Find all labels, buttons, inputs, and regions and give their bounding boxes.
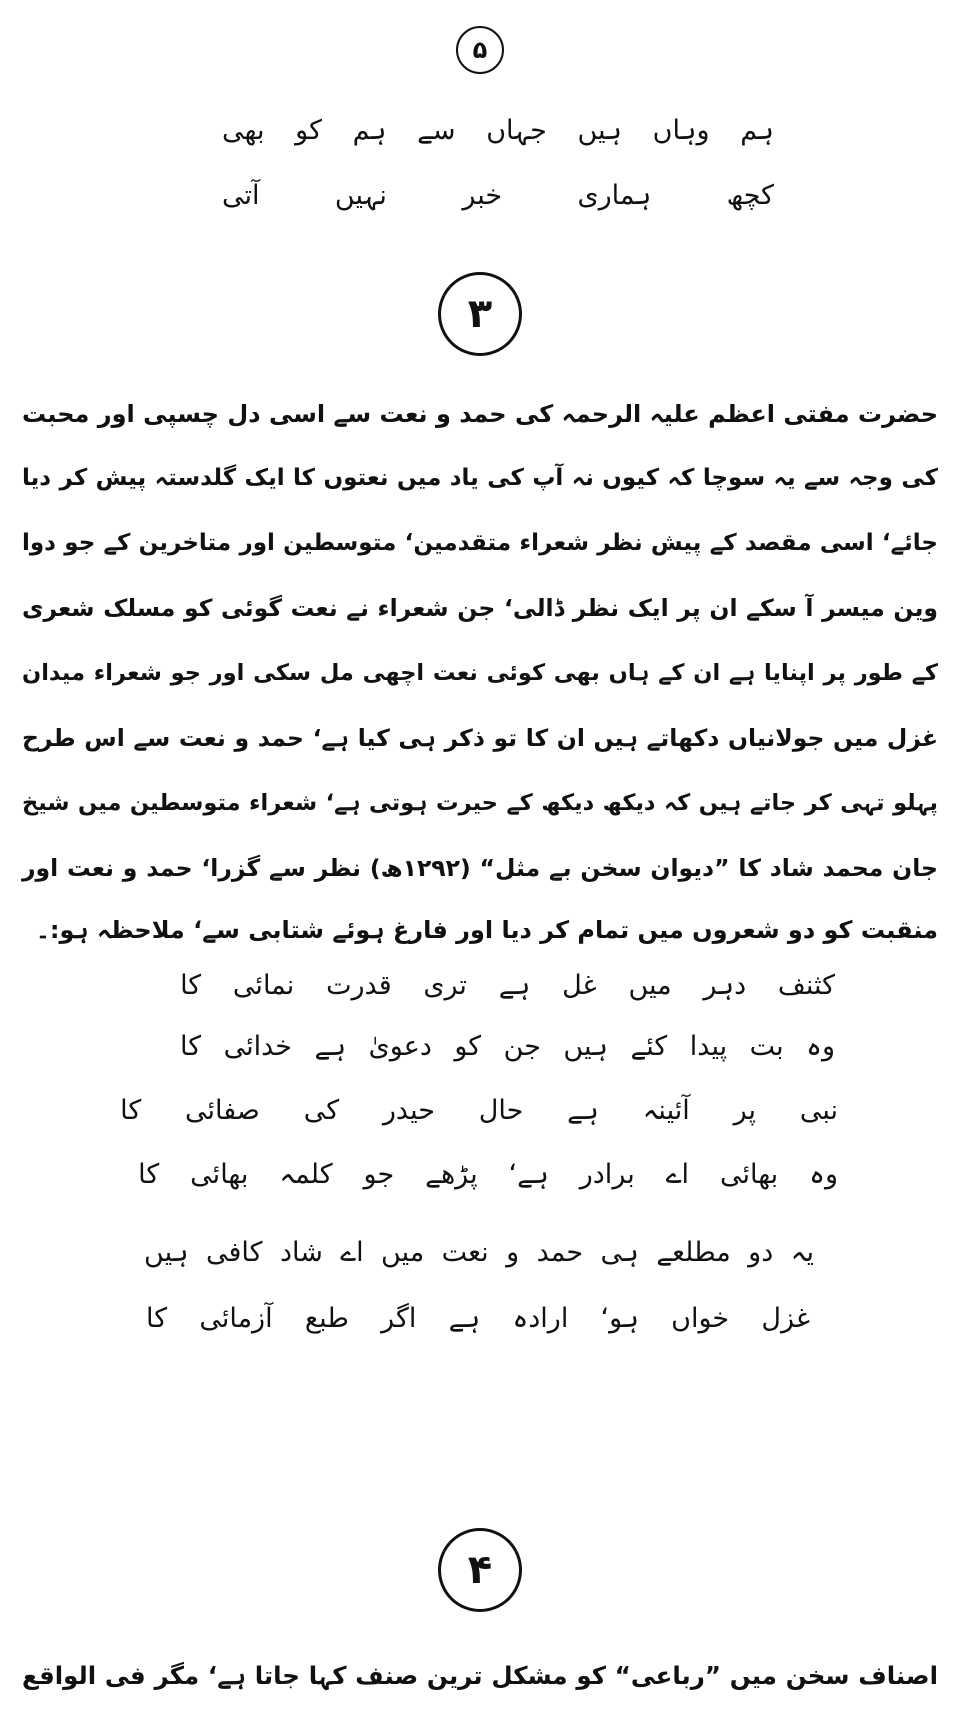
verse-word: ہیں (577, 115, 622, 146)
verse-word: کئے (630, 1031, 668, 1062)
verse-word: اے (340, 1237, 364, 1268)
verse-word: کا (146, 1303, 168, 1334)
section-3-line-4: وین میسر آ سکے ان پر ایک نظر ڈالی‘ جن شعراء نے نعت گوئی کو مسلک شعری (22, 594, 938, 622)
verse-word: نمائی (232, 970, 295, 1001)
section-4-number: ۴ (438, 1528, 522, 1612)
verse-line-3 (120, 1097, 838, 1124)
verse-line-1 (180, 972, 835, 999)
verse-word: نبی (799, 1095, 838, 1126)
verse-word: بت (749, 1031, 784, 1062)
verse-word: ہی (600, 1237, 639, 1268)
verse-word: کو (295, 115, 322, 146)
section-3-line-9: منقبت کو دو شعروں میں تمام کر دیا اور فارغ ہوئے شتابی سے‘ ملاحظہ ہو:۔ (35, 916, 938, 944)
verse-line-2 (180, 1033, 835, 1060)
verse-word: ہو‘ (600, 1303, 639, 1334)
verse-word: کا (180, 970, 202, 1001)
verse-word: ہماری (577, 180, 652, 211)
verse-word: حال (478, 1095, 524, 1126)
section-3-line-2: کی وجہ سے یہ سوچا کہ کیوں نہ آپ کی یاد میں نعتوں کا ایک گلدستہ پیش کر دیا (22, 465, 938, 491)
couplet-line-1 (222, 117, 774, 144)
verse-word: آزمائی (199, 1303, 273, 1334)
section-3-line-5: کے طور پر اپنایا ہے ان کے ہاں بھی کوئی نعت اچھی مل سکی اور جو شعراء میدان (22, 660, 938, 686)
verse-word: بھائی (719, 1159, 779, 1190)
section-3-line-7: پہلو تہی کر جاتے ہیں کہ دیکھ دیکھ کے حیرت ہوتی ہے‘ شعراء متوسطین میں شیخ (22, 790, 938, 816)
section-3-number: ۳ (438, 272, 522, 356)
verse-word: حیدر (382, 1095, 435, 1126)
verse-word: ہے (567, 1095, 599, 1126)
verse-word: کو (454, 1031, 482, 1062)
verse-word: اگر (381, 1303, 417, 1334)
verse-word: سے (417, 115, 456, 146)
verse-word: وہ (806, 1031, 835, 1062)
section-3-line-8: جان محمد شاد کا ”دیوان سخن بے مثل“ (۱۲۹۲ھ) نظر سے گزرا‘ حمد و نعت اور (22, 854, 938, 882)
verse-word: جہاں (486, 115, 547, 146)
verse-word: ہے (314, 1031, 347, 1062)
verse-word: وہاں (652, 115, 710, 146)
verse-word: کچھ (726, 180, 774, 211)
verse-word: یہ (790, 1237, 814, 1268)
verse-word: وہ (809, 1159, 838, 1190)
verse-line-5 (144, 1239, 814, 1266)
verse-word: آئینہ (642, 1095, 690, 1126)
verse-word: ہیں (563, 1031, 608, 1062)
verse-word: خدائی (223, 1031, 292, 1062)
section-4-line-1: اصناف سخن میں ”رباعی“ کو مشکل ترین صنف کہا جاتا ہے‘ مگر فی الواقع (22, 1661, 938, 1690)
verse-word: خواں (671, 1303, 730, 1334)
verse-word: کا (138, 1159, 160, 1190)
section-3-line-3: جائے‘ اسی مقصد کے پیش نظر شعراء متقدمین‘ متوسطین اور متاخرین کے جو دوا (22, 530, 938, 556)
verse-word: پر (733, 1095, 756, 1126)
verse-word: کا (180, 1031, 202, 1062)
verse-word: غل (562, 970, 597, 1001)
verse-word: قدرت (326, 970, 392, 1001)
verse-word: و (506, 1237, 520, 1268)
verse-word: کثنف (777, 970, 835, 1001)
verse-word: برادر (579, 1159, 635, 1190)
verse-word: دعویٰ (368, 1031, 432, 1062)
section-3-line-6: غزل میں جولانیاں دکھاتے ہیں ان کا تو ذکر ہی کیا ہے‘ حمد و نعت سے اس طرح (22, 724, 938, 752)
verse-word: شاد (279, 1237, 323, 1268)
verse-word: جن (503, 1031, 541, 1062)
section-3-line-1: حضرت مفتی اعظم علیہ الرحمہ کی حمد و نعت سے اسی دل چسپی اور محبت (22, 400, 938, 428)
verse-word: ارادہ (512, 1303, 569, 1334)
verse-word: خبر (462, 180, 503, 211)
verse-word: اے (665, 1159, 690, 1190)
verse-word: مطلعے (656, 1237, 731, 1268)
verse-word: نہیں (334, 180, 387, 211)
couplet-line-2 (222, 182, 774, 209)
verse-word: میں (628, 970, 672, 1001)
verse-word: ہم (352, 115, 387, 146)
verse-word: کلمہ (279, 1159, 333, 1190)
page-number: ۵ (456, 26, 504, 74)
verse-word: بھائی (190, 1159, 249, 1190)
verse-word: ہے‘ (508, 1159, 549, 1190)
verse-line-6 (146, 1305, 810, 1332)
verse-word: ہے (498, 970, 531, 1001)
verse-word: ہے (448, 1303, 481, 1334)
verse-word: طبع (304, 1303, 349, 1334)
verse-word: کافی (206, 1237, 263, 1268)
verse-word: کا (120, 1095, 142, 1126)
verse-word: دہر (703, 970, 747, 1001)
verse-word: صفائی (185, 1095, 260, 1126)
verse-word: تری (423, 970, 467, 1001)
verse-word: ہم (740, 115, 774, 146)
verse-word: جو (363, 1159, 395, 1190)
verse-word: دو (748, 1237, 774, 1268)
verse-line-4 (138, 1161, 838, 1188)
verse-word: نعت (441, 1237, 489, 1268)
verse-word: آتی (222, 180, 260, 211)
verse-word: کی (303, 1095, 340, 1126)
verse-word: بھی (222, 115, 265, 146)
verse-word: حمد (536, 1237, 584, 1268)
verse-word: پیدا (689, 1031, 728, 1062)
verse-word: میں (381, 1237, 425, 1268)
verse-word: ہیں (144, 1237, 189, 1268)
verse-word: پڑھے (425, 1159, 478, 1190)
verse-word: غزل (761, 1303, 810, 1334)
